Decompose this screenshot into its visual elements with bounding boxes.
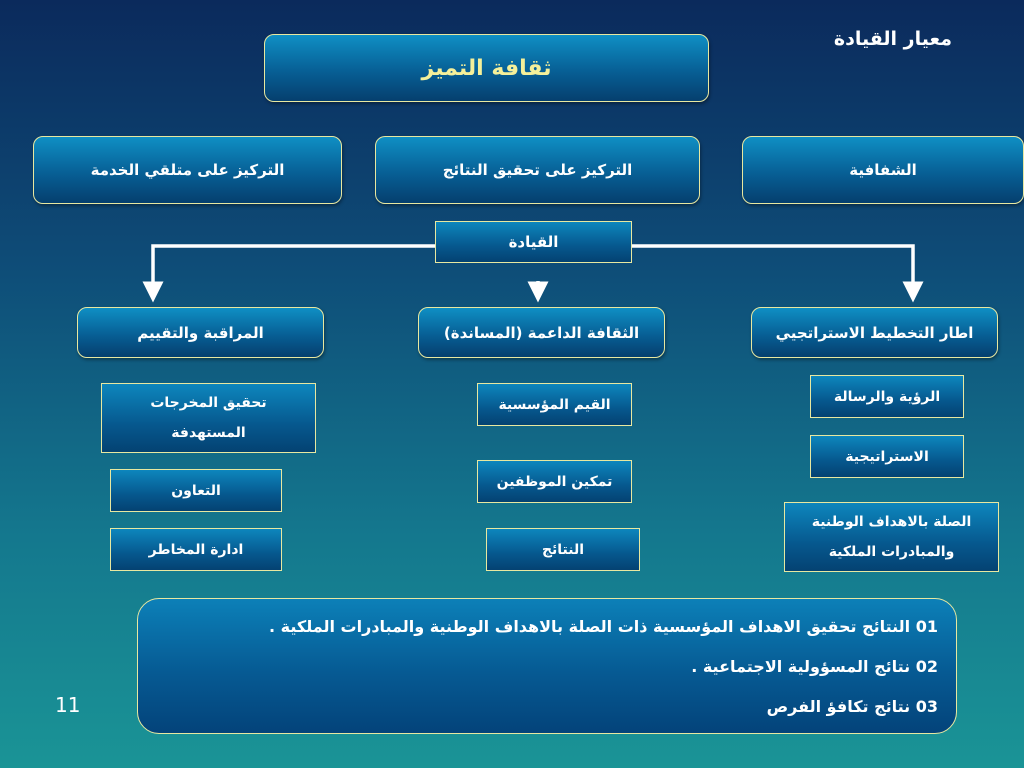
- strategic-item-national-goals-label: الصلة بالاهداف الوطنية والمبادرات الملكية: [811, 514, 972, 560]
- info-line-3: 03 نتائج تكافؤ الفرص: [766, 697, 938, 716]
- supportive-culture-label: الثقافة الداعمة (المساندة): [443, 323, 640, 342]
- culture-item-values-label: القيم المؤسسية: [498, 396, 611, 413]
- strategic-planning-box: [751, 307, 998, 358]
- strategic-item-vision: [810, 375, 964, 418]
- connector-right: [632, 246, 913, 292]
- customer-focus-label: التركيز على متلقي الخدمة: [90, 161, 285, 179]
- strategic-item-strategy-label: الاستراتيجية: [845, 448, 929, 465]
- monitoring-item-cooperation: [110, 469, 282, 512]
- monitoring-item-risk-label: ادارة المخاطر: [148, 541, 244, 558]
- supportive-culture-box: [418, 307, 665, 358]
- connector-left: [153, 246, 436, 292]
- leadership-box: [435, 221, 632, 263]
- info-line-1: 01 النتائج تحقيق الاهداف المؤسسية ذات الصلة بالاهداف الوطنية والمبادرات الملكية .: [269, 617, 938, 636]
- strategic-item-national-goals: [784, 502, 999, 572]
- slide-title: معيار القيادة: [833, 28, 952, 50]
- leadership-label: القيادة: [508, 233, 559, 251]
- monitoring-label: المراقبة والتقييم: [137, 323, 264, 342]
- strategic-planning-label: اطار التخطيط الاستراتجيي: [775, 323, 974, 342]
- info-line-2: 02 نتائج المسؤولية الاجتماعية .: [691, 657, 938, 676]
- culture-item-results-label: النتائج: [541, 541, 585, 558]
- monitoring-item-outputs-label: تحقيق المخرجات المستهدفة: [150, 395, 267, 441]
- culture-item-values: [477, 383, 632, 426]
- monitoring-item-outputs: [101, 383, 316, 453]
- monitoring-box: [77, 307, 324, 358]
- strategic-item-strategy: [810, 435, 964, 478]
- strategic-item-vision-label: الرؤية والرسالة: [833, 388, 941, 405]
- results-info-box: [137, 598, 957, 734]
- transparency-label: الشفافية: [849, 161, 917, 179]
- page-number: 11: [55, 693, 81, 717]
- monitoring-item-risk: [110, 528, 282, 571]
- culture-item-empowerment-label: تمكين الموظفين: [496, 473, 613, 490]
- monitoring-item-cooperation-label: التعاون: [171, 482, 221, 499]
- excellence-culture-label: ثقافة التميز: [421, 55, 552, 81]
- results-focus-label: التركيز على تحقيق النتائج: [442, 161, 633, 179]
- culture-item-empowerment: [477, 460, 632, 503]
- culture-item-results: [486, 528, 640, 571]
